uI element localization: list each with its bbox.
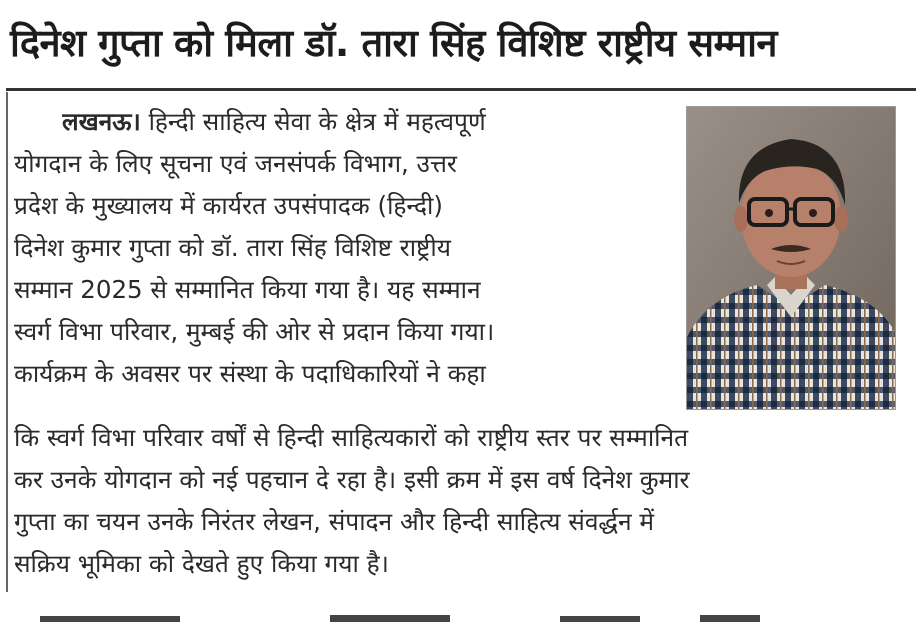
article-line-5: सम्मान 2025 से सम्मानित किया गया है। यह सम्मान bbox=[14, 275, 481, 304]
column-rule bbox=[6, 92, 8, 592]
article-line-6: स्वर्ग विभा परिवार, मुम्बई की ओर से प्रदान किया गया। bbox=[14, 317, 495, 346]
article-line-9: कर उनके योगदान को नई पहचान दे रहा है। इसी क्रम में इस वर्ष दिनेश कुमार bbox=[14, 465, 690, 494]
article-line-7: कार्यक्रम के अवसर पर संस्था के पदाधिकारियों ने कहा bbox=[14, 359, 486, 388]
headline: दिनेश गुप्ता को मिला डॉ. तारा सिंह विशिष्ट राष्ट्रीय सम्मान bbox=[10, 21, 778, 65]
next-headline-fragment-shape bbox=[0, 606, 920, 622]
article-line-2: योगदान के लिए सूचना एवं जनसंपर्क विभाग, उत्तर bbox=[14, 149, 457, 178]
next-headline-fragment bbox=[0, 606, 920, 622]
article-line-3: प्रदेश के मुख्यालय में कार्यरत उपसंपादक (हिन्दी) bbox=[14, 191, 443, 220]
headline-rule bbox=[6, 88, 916, 91]
article-line-11: सक्रिय भूमिका को देखते हुए किया गया है। bbox=[14, 549, 389, 578]
portrait-photo bbox=[686, 106, 896, 410]
portrait-illustration bbox=[687, 107, 895, 409]
article-line-1-text: हिन्दी साहित्य सेवा के क्षेत्र में महत्वपूर्ण bbox=[148, 107, 486, 136]
article-line-1 bbox=[62, 102, 682, 142]
dateline: लखनऊ। bbox=[62, 107, 141, 136]
article-line-10: गुप्ता का चयन उनके निरंतर लेखन, संपादन और हिन्दी साहित्य संवर्द्धन में bbox=[14, 507, 655, 536]
article-line-4: दिनेश कुमार गुप्ता को डॉ. तारा सिंह विशिष्ट राष्ट्रीय bbox=[14, 233, 451, 262]
article-line-8: कि स्वर्ग विभा परिवार वर्षों से हिन्दी साहित्यकारों को राष्ट्रीय स्तर पर सम्मानित bbox=[14, 423, 689, 452]
